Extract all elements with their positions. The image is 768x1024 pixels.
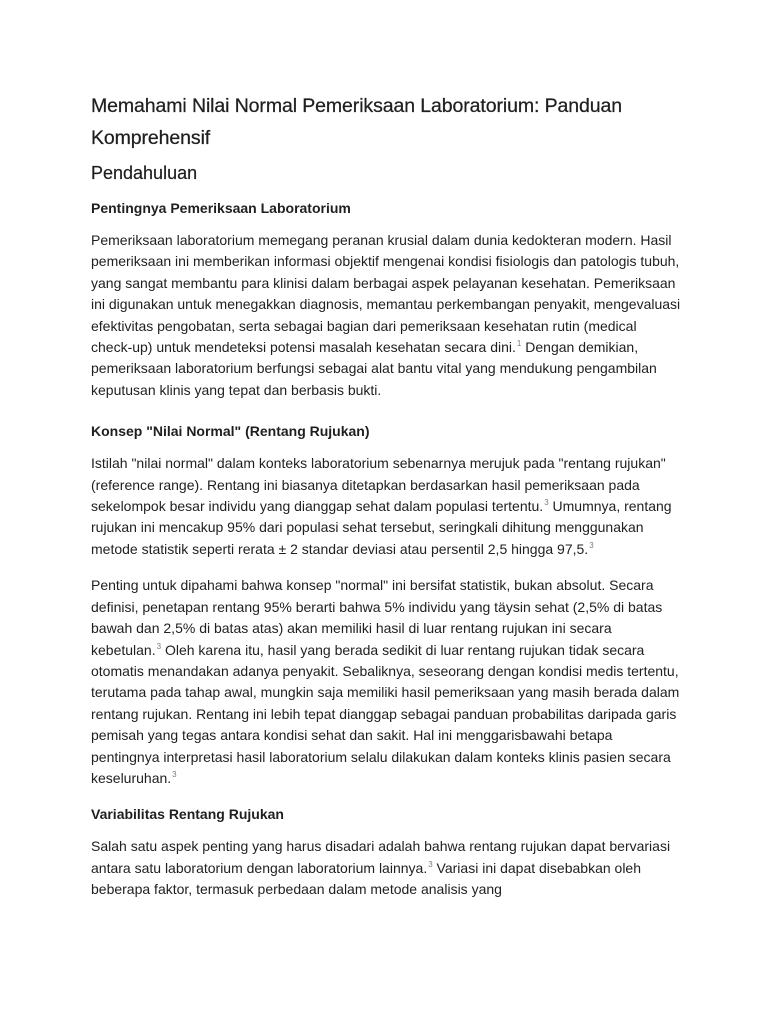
footnote-ref: 3 [172, 770, 177, 780]
footnote-ref: 1 [516, 339, 522, 349]
paragraph-text: Variasi ini dapat disebabkan oleh beberapa faktor, termasuk perbedaan dalam metode analisis yang [91, 859, 641, 898]
paragraph-text: Umumnya, rentang rujukan ini mencakup 95% dari populasi sehat tersebut, seringkali dihitung menggunakan metode statistik seperti rerata ± 2 standar deviasi atau persentil 2,5 hingga 97,5. [91, 498, 672, 557]
section-heading-variability: Variabilitas Rentang Rujukan [91, 806, 284, 823]
paragraph-variability [91, 836, 681, 900]
paragraph-importance [91, 230, 681, 401]
footnote-ref: 3 [156, 641, 162, 651]
paragraph-text: Salah satu aspek penting yang harus disadari adalah bahwa rentang rujukan dapat bervariasi antara satu laboratorium dengan laboratorium lainnya. [91, 838, 671, 876]
intro-heading: Pendahuluan [91, 163, 198, 183]
paragraph-text: Penting untuk dipahami bahwa konsep "normal" ini bersifat statistik, bukan absolut. Secara definisi, penetapan rentang 95% berarti bahwa 5% individu yang täysin sehat (2,5% di batas bawah dan 2,5% di batas atas) akan memiliki hasil di luar rentang rujukan ini secara kebetulan. [91, 577, 663, 658]
paragraph-normal-value-statistics [91, 575, 681, 789]
footnote-ref: 3 [544, 498, 549, 508]
section-heading-importance: Pentingnya Pemeriksaan Laboratorium [91, 200, 351, 216]
paragraph-text: Oleh karena itu, hasil yang berada sedikit di luar rentang rujukan tidak secara otomatis menandakan adanya penyakit. Sebaliknya, seseorang dengan kondisi medis tertentu, terutama pada tahap awal, mungkin saja memiliki hasil pemeriksaan yang masih berada dalam rentang rujukan. Rentang ini lebih tepat dianggap sebagai panduan probabilitas daripada garis pemisah yang tegas antara kondisi sehat dan sakit. Hal ini menggarisbawahi betapa pentingnya interpretasi hasil laboratorium selalu dilakukan dalam konteks klinis pasien secara keseluruhan. [91, 641, 680, 786]
section-heading-normal-value: Konsep "Nilai Normal" (Rentang Rujukan) [91, 423, 370, 440]
paragraph-text: Dengan demikian, pemeriksaan laboratorium berfungsi sebagai alat bantu vital yang mendukung pengambilan keputusan klinis yang tepat dan berbasis bukti. [91, 339, 657, 398]
document-page [91, 90, 681, 916]
paragraph-text: Pemeriksaan laboratorium memegang peranan krusial dalam dunia kedokteran modern. Hasil pemeriksaan ini memberikan informasi objektif mengenai kondisi fisiologis dan patologis tubuh, yang sangat membantu para klinisi dalam berbagai aspek pelayanan kesehatan. Pemeriksaan ini digunakan untuk menegakkan diagnosis, memantau perkembangan penyakit, mengevaluasi efektivitas pengobatan, serta sebagai bagian dari pemeriksaan kesehatan rutin (medical check-up) untuk mendeteksi potensi masalah kesehatan secara dini. [91, 232, 681, 356]
footnote-ref: 3 [428, 860, 433, 870]
paragraph-normal-value-definition [91, 453, 681, 560]
footnote-ref: 3 [589, 541, 594, 551]
paragraph-text: Istilah "nilai normal" dalam konteks laboratorium sebenarnya merujuk pada "rentang rujukan" (reference range). Rentang ini biasanya ditetapkan berdasarkan hasil pemeriksaan pada sekelompok besar individu yang dianggap sehat dalam populasi tertentu. [91, 455, 666, 515]
document-title: Memahami Nilai Normal Pemeriksaan Laboratorium: Panduan Komprehensif [91, 95, 622, 149]
